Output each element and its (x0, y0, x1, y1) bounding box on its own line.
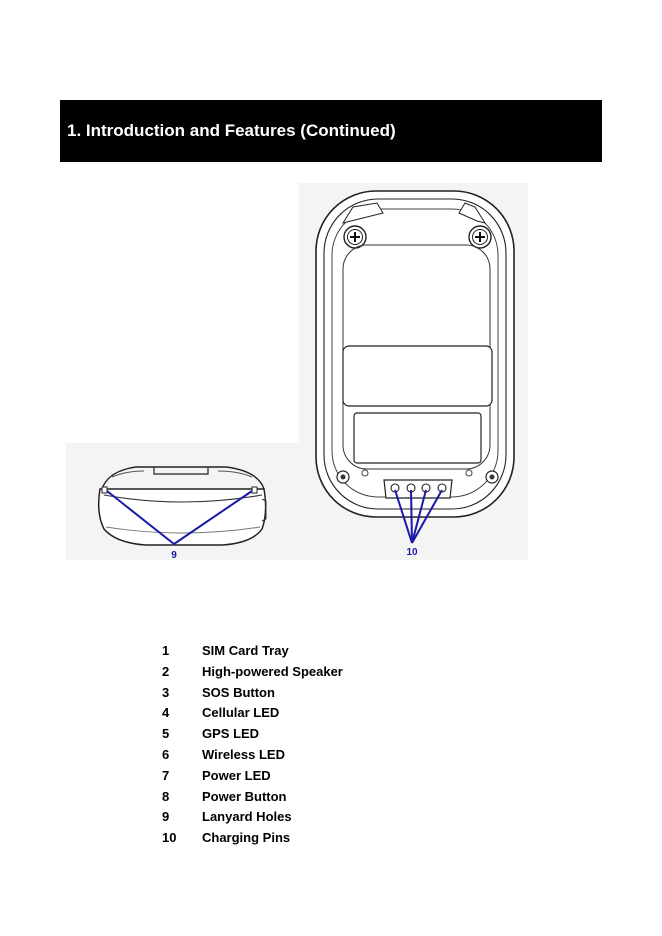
legend-item-number: 3 (162, 684, 170, 700)
section-header-bar (60, 100, 602, 162)
legend-item-number: 6 (162, 746, 170, 762)
legend-item (162, 664, 462, 685)
callout-label-10: 10 (406, 547, 418, 558)
legend-item (162, 705, 462, 726)
legend-item-label: Charging Pins (202, 830, 291, 846)
legend-item (162, 726, 462, 747)
legend-item-number: 5 (162, 726, 170, 742)
callout-label-9: 9 (171, 550, 177, 560)
device-side-view-figure (66, 443, 299, 560)
legend-item (162, 809, 462, 830)
legend-item (162, 830, 462, 851)
legend-item-number: 9 (162, 809, 170, 825)
legend-item-number: 10 (162, 830, 177, 846)
legend-item-number: 8 (162, 788, 170, 804)
section-title: 1. Introduction and Features (Continued) (67, 121, 396, 140)
legend-item-label: Lanyard Holes (202, 809, 292, 825)
legend-item (162, 685, 462, 706)
device-back-view-drawing (299, 183, 528, 560)
device-back-view-figure (299, 183, 528, 560)
legend-item-number: 4 (162, 705, 170, 721)
legend-item-label: Power Button (202, 788, 287, 804)
legend-item (162, 789, 462, 810)
legend-item-label: SOS Button (202, 684, 275, 700)
legend-item-label: Power LED (202, 767, 271, 783)
legend-item (162, 643, 462, 664)
device-side-view-drawing (66, 443, 299, 560)
feature-legend-list (162, 643, 462, 851)
legend-item-label: Wireless LED (202, 746, 285, 762)
legend-item-label: Cellular LED (202, 705, 280, 721)
legend-item (162, 747, 462, 768)
legend-item-number: 2 (162, 663, 170, 679)
legend-item-label: High-powered Speaker (202, 663, 343, 679)
legend-item-label: SIM Card Tray (202, 643, 289, 658)
legend-item-number: 7 (162, 767, 170, 783)
legend-item (162, 768, 462, 789)
legend-item-number: 1 (162, 643, 170, 658)
legend-item-label: GPS LED (202, 726, 260, 742)
